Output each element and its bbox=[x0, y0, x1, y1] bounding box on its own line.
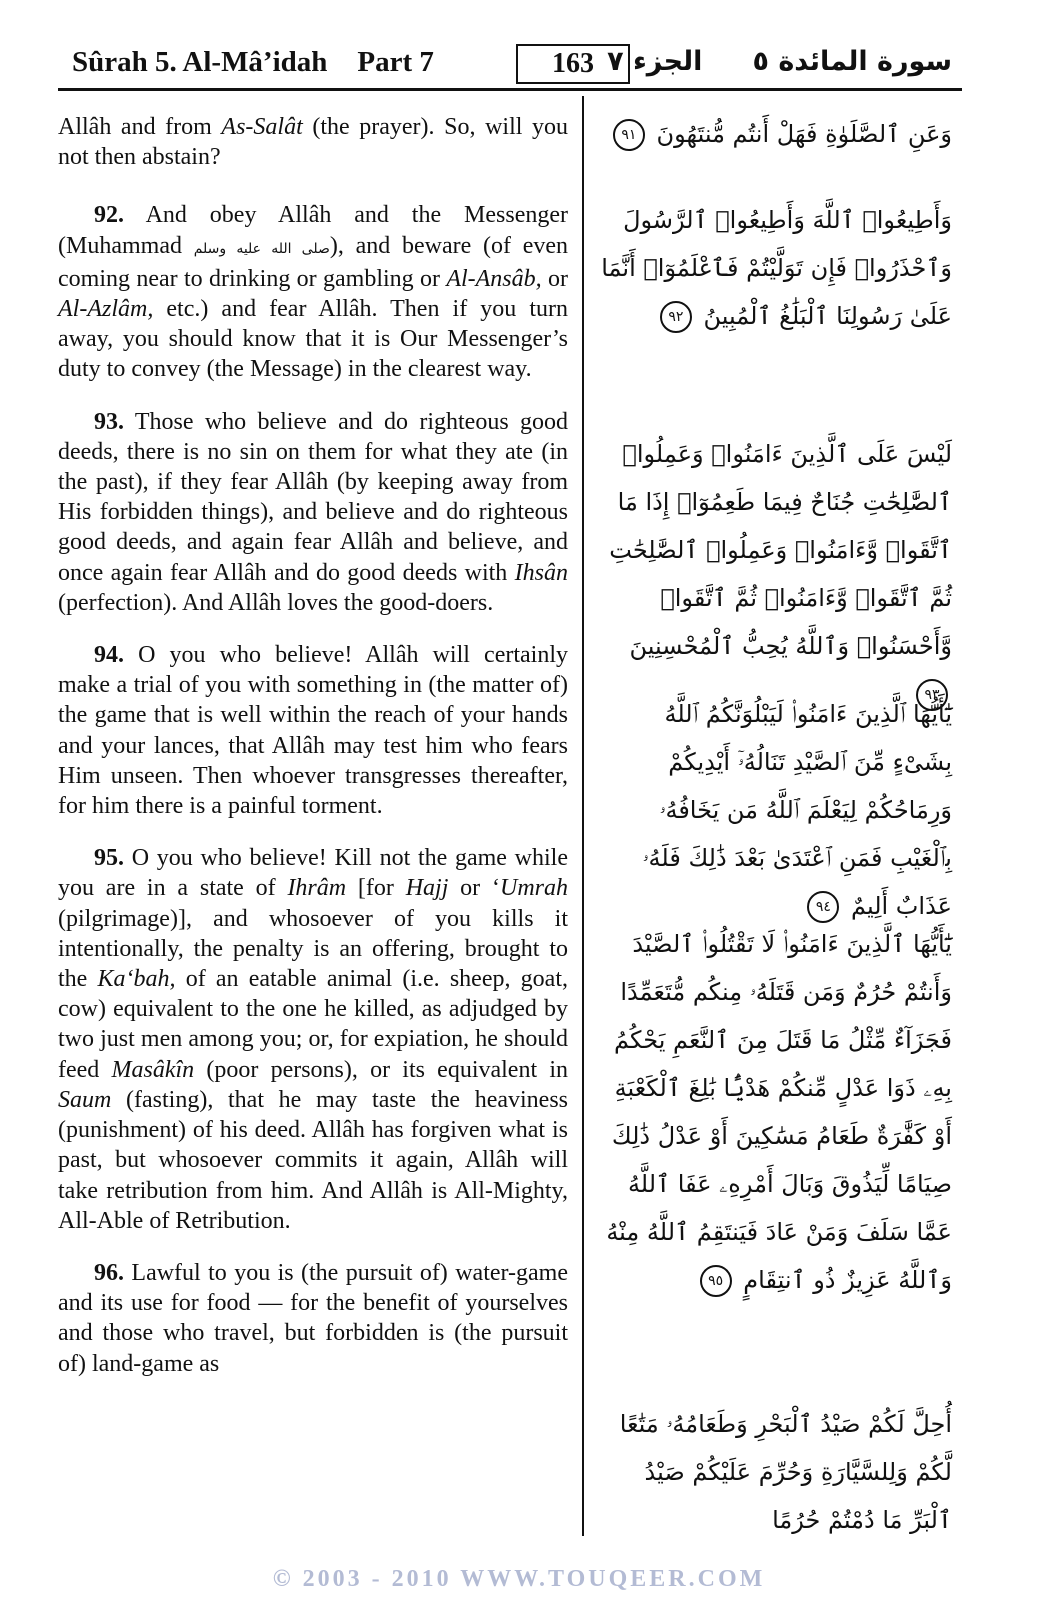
verse-92-text: 92. And obey Allâh and the Messenger (Muhammad صلى الله عليه وسلم), and beware (of even coming near to drinking or gambling or Al-Ansâb, or Al-Azlâm, etc.) and fear Allâh. Then if you turn away, you should know that it is Our Messenger’s duty to convey (the Message) in the clearest way. bbox=[58, 202, 569, 383]
page-number: 163 bbox=[552, 48, 594, 79]
verse-number: 94. bbox=[94, 642, 124, 669]
salutation-glyph: صلى الله عليه وسلم bbox=[193, 240, 330, 257]
arabic-verse-96: أُحِلَّ لَكُمْ صَيْدُ ٱلْبَحْرِ وَطَعَامُهُۥ مَتَٰعًا لَّكُمْ وَلِلسَّيَّارَةِ وَحُرِّمَ عَلَيْكُمْ صَيْدُ ٱلْبَرِّ مَا دُمْتُمْ حُرُمًا bbox=[619, 1410, 952, 1534]
ayah-number-marker: ٩٣ bbox=[916, 679, 948, 711]
header-arabic bbox=[607, 46, 952, 77]
ayah-number-marker: ٩٤ bbox=[807, 891, 839, 923]
arabic-verse-91: وَعَنِ ٱلصَّلَوٰةِ فَهَلْ أَنتُم مُّنتَهُونَ ٩١ bbox=[600, 110, 952, 158]
arabic-verse-94: يَٰٓأَيُّهَا ٱلَّذِينَ ءَامَنُوا۟ لَيَبْلُوَنَّكُمُ ٱللَّهُ بِشَىْءٍ مِّنَ ٱلصَّيْدِ تَنَالُهُۥٓ أَيْدِيكُمْ وَرِمَاحُكُمْ لِيَعْلَمَ ٱللَّهُ مَن يَخَافُهُۥ بِٱلْغَيْبِ فَمَنِ ٱعْتَدَىٰ بَعْدَ ذَٰلِكَ فَلَهُۥ عَذَابٌ أَلِيمٌ ٩٤ bbox=[600, 690, 952, 930]
surah-title-ar: سورة المائدة ٥ bbox=[752, 46, 952, 77]
verse-91-continuation: Allâh and from As-Salât (the prayer). So, will you not then abstain? bbox=[58, 114, 569, 171]
verse-96-text: 96. Lawful to you is (the pursuit of) water-game and its use for food — for the benefit of yourselves and those who travel, but forbidden is (the pursuit of) land-game as bbox=[58, 1259, 568, 1377]
arabic-verse-95: يَٰٓأَيُّهَا ٱلَّذِينَ ءَامَنُوا۟ لَا تَقْتُلُوا۟ ٱلصَّيْدَ وَأَنتُمْ حُرُمٌ وَمَن قَتَلَهُۥ مِنكُم مُّتَعَمِّدًا فَجَزَآءٌ مِّثْلُ مَا قَتَلَ مِنَ ٱلنَّعَمِ يَحْكُمُ بِهِۦ ذَوَا عَدْلٍ مِّنكُمْ هَدْيًۢا بَٰلِغَ ٱلْكَعْبَةِ أَوْ كَفَّٰرَةٌ طَعَامُ مَسَٰكِينَ أَوْ عَدْلُ ذَٰلِكَ صِيَامًا لِّيَذُوقَ وَبَالَ أَمْرِهِۦ عَفَا ٱللَّهُ عَمَّا سَلَفَ وَمَنْ عَادَ فَيَنتَقِمُ ٱللَّهُ مِنْهُ وَٱللَّهُ عَزِيزٌ ذُو ٱنتِقَامٍ ٩٥ bbox=[600, 920, 952, 1304]
verse-95-text: 95. O you who believe! Kill not the game while you are in a state of Ihrâm [for Hajj or ‘Umrah (pilgrimage)], and whosoever of you kills it intentionally, the penalty is an offering, brought to the Ka‘bah, of an eatable animal (i.e. sheep, goat, cow) equivalent to the one he killed, as adjudged by two just men among you; or, for expiation, he should feed Masâkîn (poor persons), or its equivalent in Saum (fasting), that he may taste the heaviness (punishment) of his deed. Allâh has forgiven what is past, but whosoever commits it again, Allâh will take retribution from him. And Allâh is All-Mighty, All-Able of Retribution. bbox=[58, 845, 569, 1234]
column-divider bbox=[582, 96, 584, 1536]
ayah-number-marker: ٩٥ bbox=[700, 1265, 732, 1297]
verse-94-text: 94. O you who believe! Allâh will certainly make a trial of you with something in (the matter of) the game that is well within the reach of your hands and your lances, that Allâh may test him who fears Him unseen. Then whoever transgresses thereafter, for him there is a painful torment. bbox=[58, 642, 568, 820]
surah-title-en: Sûrah 5. Al-Mâ’idah bbox=[72, 46, 328, 78]
ayah-number-marker: ٩١ bbox=[613, 119, 645, 151]
verse-number: 93. bbox=[94, 408, 124, 435]
verse-number: 96. bbox=[94, 1259, 124, 1286]
copyright-footer: © 2003 - 2010 WWW.TOUQEER.COM bbox=[272, 1566, 766, 1592]
verse-number: 92. bbox=[94, 202, 124, 229]
arabic-verse-92: وَأَطِيعُوا۟ ٱللَّهَ وَأَطِيعُوا۟ ٱلرَّسُولَ وَٱحْذَرُوا۟ فَإِن تَوَلَّيْتُمْ فَٱعْلَمُوٓا۟ أَنَّمَا عَلَىٰ رَسُولِنَا ٱلْبَلَٰغُ ٱلْمُبِينُ ٩٢ bbox=[600, 196, 952, 340]
part-label-en: Part 7 bbox=[357, 46, 434, 78]
header-english bbox=[72, 46, 434, 79]
verse-number: 95. bbox=[94, 845, 124, 872]
page-header bbox=[58, 38, 962, 91]
arabic-verse-93: لَيْسَ عَلَى ٱلَّذِينَ ءَامَنُوا۟ وَعَمِلُوا۟ ٱلصَّٰلِحَٰتِ جُنَاحٌ فِيمَا طَعِمُوٓا۟ إِذَا مَا ٱتَّقَوا۟ وَّءَامَنُوا۟ وَعَمِلُوا۟ ٱلصَّٰلِحَٰتِ ثُمَّ ٱتَّقَوا۟ وَّءَامَنُوا۟ ثُمَّ ٱتَّقَوا۟ وَّأَحْسَنُوا۟ وَٱللَّهُ يُحِبُّ ٱلْمُحْسِنِينَ ٩٣ bbox=[600, 430, 952, 718]
verse-93-text: 93. Those who believe and do righteous good deeds, there is no sin on them for what they ate (in the past), if they fear Allâh (by keeping away from His forbidden things), and believe and do righteous good deeds, and again fear Allâh and believe, and once again fear Allâh and do good deeds with Ihsân (perfection). And Allâh loves the good-doers. bbox=[58, 408, 568, 616]
part-label-ar: الجزء ٧ bbox=[607, 46, 703, 77]
english-translation-column bbox=[58, 112, 568, 1401]
ayah-number-marker: ٩٢ bbox=[660, 301, 692, 333]
